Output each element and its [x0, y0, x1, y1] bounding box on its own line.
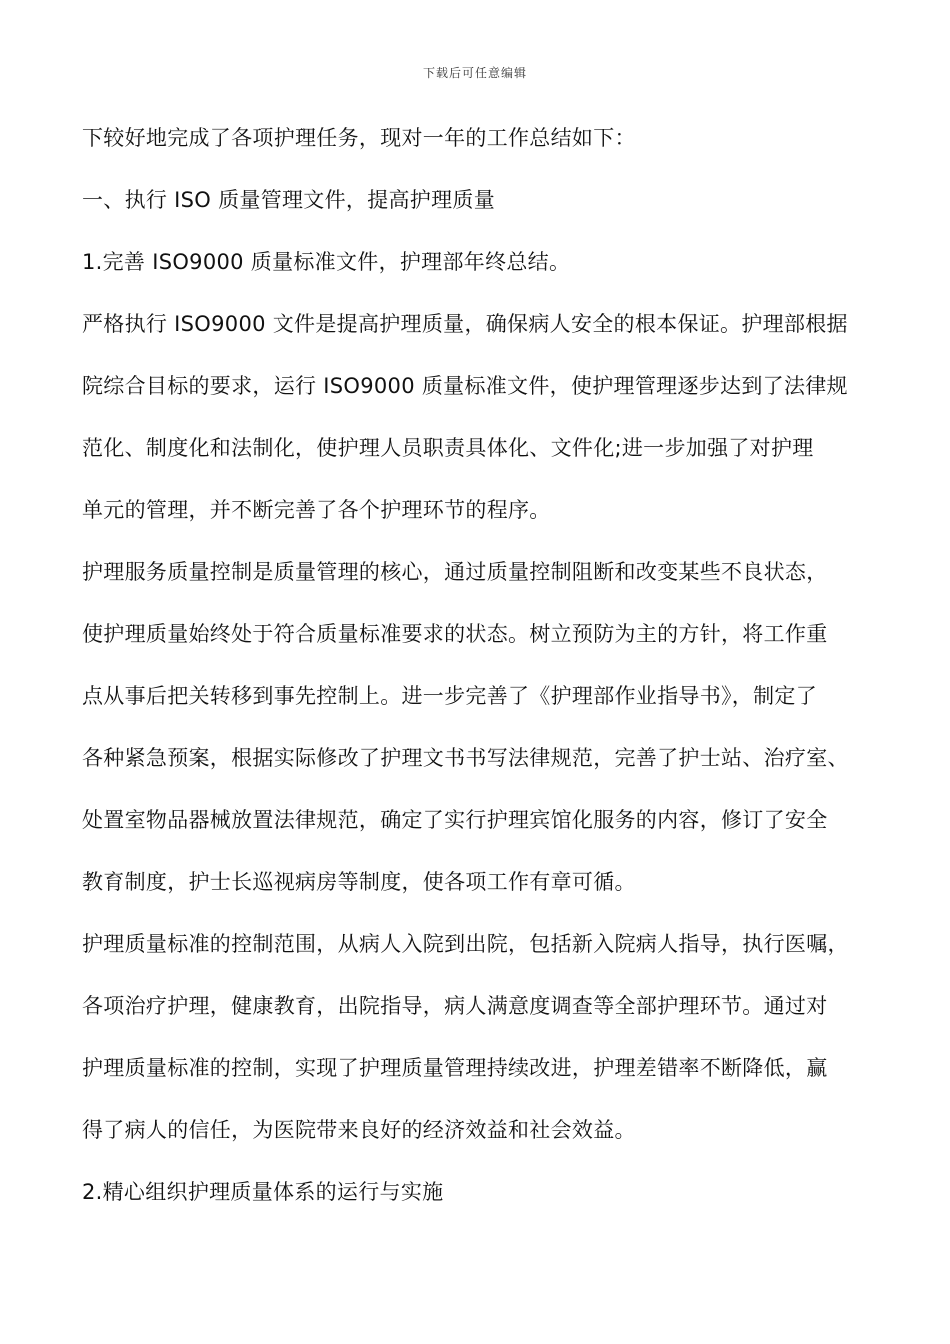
paragraph-2-line-2: 使护理质量始终处于符合质量标准要求的状态。树立预防为主的方针，将工作重 — [82, 622, 828, 646]
paragraph-2-line-5: 处置室物品器械放置法律规范，确定了实行护理宾馆化服务的内容，修订了安全 — [82, 808, 828, 832]
paragraph-2-line-1: 护理服务质量控制是质量管理的核心，通过质量控制阻断和改变某些不良状态， — [82, 560, 828, 584]
intro-line: 下较好地完成了各项护理任务，现对一年的工作总结如下： — [82, 126, 636, 150]
page-header-note: 下载后可任意编辑 — [422, 66, 527, 80]
subsection-heading-2: 2.精心组织护理质量体系的运行与实施 — [82, 1180, 444, 1204]
paragraph-3-line-1: 护理质量标准的控制范围，从病人入院到出院，包括新入院病人指导，执行医嘱， — [82, 932, 849, 956]
section-heading-1: 一、执行 ISO 质量管理文件，提高护理质量 — [82, 188, 496, 212]
paragraph-3-line-2: 各项治疗护理，健康教育，出院指导，病人满意度调查等全部护理环节。通过对 — [82, 994, 828, 1018]
paragraph-1-line-1: 严格执行 ISO9000 文件是提高护理质量，确保病人安全的根本保证。护理部根据 — [82, 312, 848, 336]
paragraph-1-line-3: 范化、制度化和法制化，使护理人员职责具体化、文件化;进一步加强了对护理 — [82, 436, 814, 460]
paragraph-2-line-3: 点从事后把关转移到事先控制上。进一步完善了《护理部作业指导书》，制定了 — [82, 684, 817, 708]
paragraph-3-line-4: 得了病人的信任，为医院带来良好的经济效益和社会效益。 — [82, 1118, 636, 1142]
paragraph-2-line-4: 各种紧急预案，根据实际修改了护理文书书写法律规范，完善了护士站、治疗室、 — [82, 746, 849, 770]
document-body — [82, 116, 882, 1232]
subsection-heading-1: 1.完善 ISO9000 质量标准文件，护理部年终总结。 — [82, 250, 571, 274]
paragraph-1-line-4: 单元的管理，并不断完善了各个护理环节的程序。 — [82, 498, 551, 522]
paragraph-2-line-6: 教育制度，护士长巡视病房等制度，使各项工作有章可循。 — [82, 870, 636, 894]
paragraph-3-line-3: 护理质量标准的控制，实现了护理质量管理持续改进，护理差错率不断降低，赢 — [82, 1056, 828, 1080]
paragraph-1-line-2: 院综合目标的要求，运行 ISO9000 质量标准文件，使护理管理逐步达到了法律规 — [82, 374, 848, 398]
